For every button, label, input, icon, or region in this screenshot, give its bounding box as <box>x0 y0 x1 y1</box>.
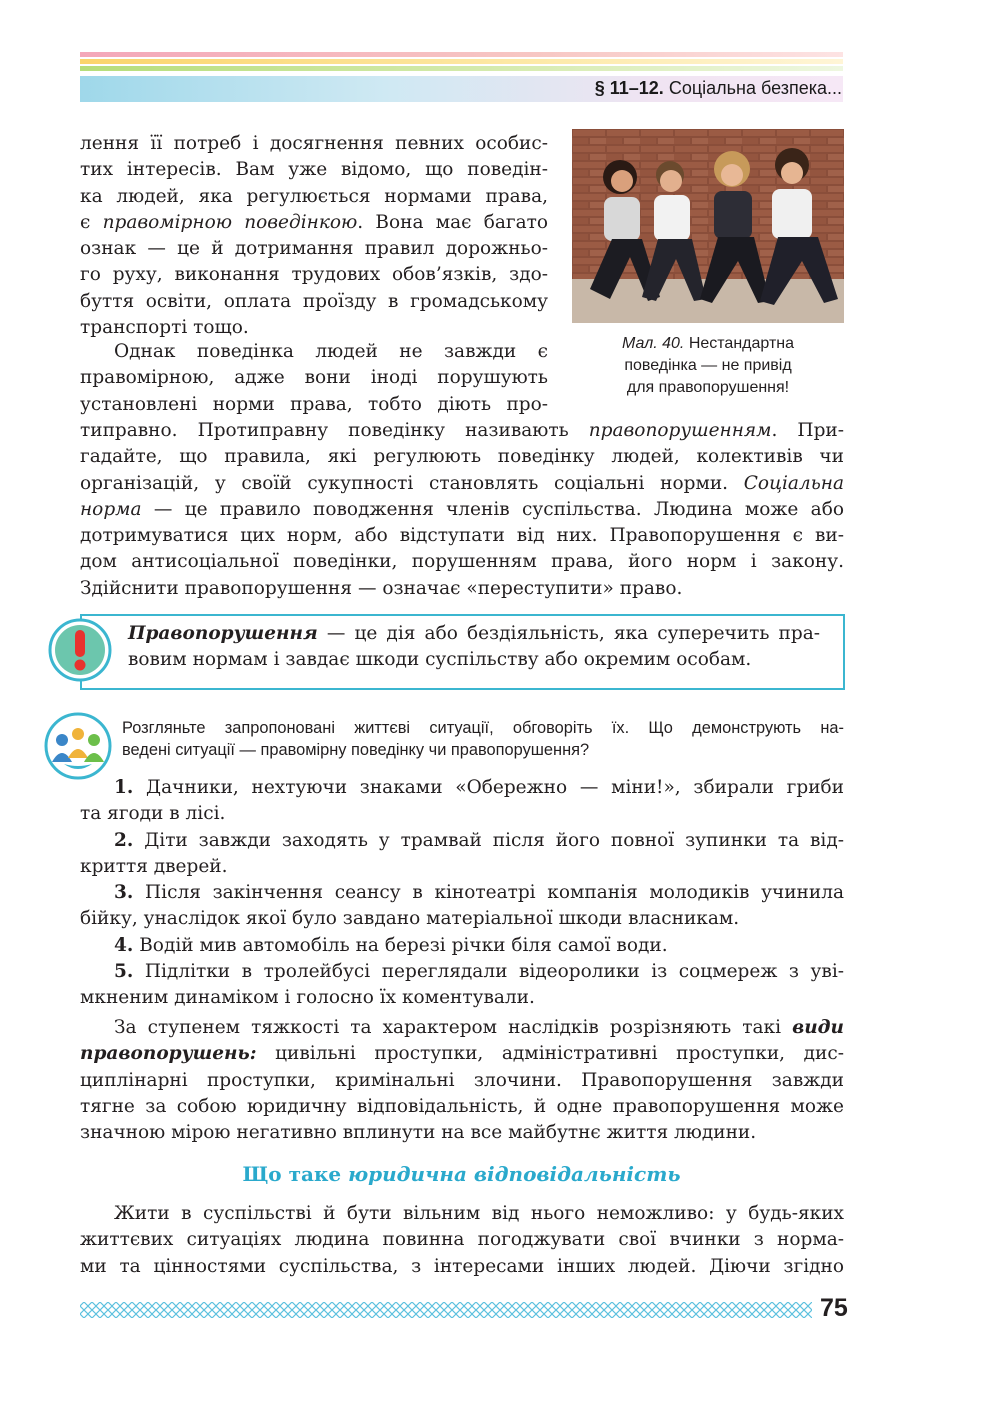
term-social-norm: Соціальна <box>743 472 844 494</box>
exclamation-icon <box>48 618 112 682</box>
text-line: правомірною, адже вони іноді порушують <box>80 367 548 389</box>
text-line: життєвих ситуаціях людина повинна погоджувати свої вчинки з норма- <box>80 1229 844 1251</box>
situation-item <box>80 933 844 959</box>
text-line: мкненим динаміком і голосно їх коментували. <box>80 987 535 1009</box>
term-social-norm: норма <box>80 498 142 520</box>
paragraph-4 <box>80 1201 844 1280</box>
text-fragment: . При- <box>771 420 844 441</box>
text-line: криття дверей. <box>80 855 228 877</box>
situations-list <box>80 775 844 1012</box>
text-line: Розгляньте запропоновані життєві ситуації, обговоріть їх. Що демонструють на- <box>122 719 844 737</box>
text-line: циплінарні проступки, кримінальні злочини. Правопорушення завжди <box>80 1069 844 1091</box>
text-fragment: . Вона має багато <box>357 211 548 233</box>
text-line <box>80 418 844 444</box>
group-discussion-icon <box>44 712 112 780</box>
text-fragment: Після закінчення сеансу в кінотеатрі компанія молодиків учинила <box>133 882 844 904</box>
text-line: значною мірою негативно вплинути на все майбутнє життя людини. <box>80 1122 757 1144</box>
term-offenses: правопорушень: <box>80 1043 257 1065</box>
situation-number: 3. <box>114 882 134 904</box>
situation-item <box>80 880 844 906</box>
paragraph-2 <box>80 418 844 602</box>
section-heading <box>80 1162 843 1186</box>
text-line: ка людей, яка регулюється нормами права, <box>80 185 548 207</box>
text-fragment: За ступенем тяжкості та характером наслідків розрізняють такі <box>114 1017 793 1038</box>
situation-number: 2. <box>114 829 134 851</box>
figure-photo <box>572 129 844 323</box>
caption-text: Нестандартна <box>684 335 794 352</box>
text-fragment: організацій, у своїй сукупності становлять соціальні норми. <box>80 472 744 494</box>
text-line: Здійснити правопорушення — означає «переступити» право. <box>80 577 683 599</box>
text-line: бійку, унаслідок якої було завдано матеріальної шкоди власникам. <box>80 908 740 930</box>
paragraph-1 <box>80 131 548 341</box>
text-line: та ягоди в лісі. <box>80 803 226 825</box>
text-line: Однак поведінка людей не завжди є <box>114 341 548 362</box>
caption-line: поведінка — не привід <box>624 357 792 374</box>
text-line: лення її потреб і досягнення певних особис- <box>80 133 548 154</box>
text-line: Жити в суспільстві й бути вільним від нього неможливо: у будь-яких <box>114 1203 844 1224</box>
running-head <box>595 78 842 99</box>
situation-item <box>80 959 844 985</box>
caption-line <box>572 333 844 355</box>
text-fragment: Дачники, нехтуючи знаками «Обережно — міни!», збирали гриби <box>133 777 844 798</box>
text-fragment: Діти завжди заходять у трамвай після його повної зупинки та від- <box>133 829 844 851</box>
section-title: Соціальна безпека... <box>663 78 842 98</box>
text-line <box>80 471 844 497</box>
term-offense: правопорушенням <box>588 420 772 441</box>
text-line: дотримуватися цих норм, або відступати від них. Правопорушення є ви- <box>80 525 844 547</box>
text-fragment: типравно. Протиправну поведінку називають <box>80 420 589 441</box>
text-line <box>80 497 844 523</box>
text-line <box>80 210 548 236</box>
text-line: ми та цінностями суспільства, з інтересами інших людей. Діючи згідно <box>80 1255 844 1277</box>
text-line: тих інтересів. Вам уже відомо, що поведін- <box>80 159 548 181</box>
text-line: буття освіти, оплата проїзду в громадському <box>80 290 548 312</box>
text-fragment: — це правило поводження членів суспільства. Людина може або <box>141 498 844 520</box>
text-line: дом антисоціальної поведінки, порушенням права, його норм і закону. <box>80 551 844 573</box>
term-lawful-behavior: правомірною поведінкою <box>102 211 358 233</box>
text-fragment: є <box>80 211 103 233</box>
heading-text: Що таке <box>242 1162 349 1186</box>
text-fragment: цивільні проступки, адміністративні проступки, дис- <box>256 1043 844 1065</box>
text-line: ведені ситуації — правомірну поведінку чи правопорушення? <box>122 741 590 759</box>
text-fragment: Підлітки в тролейбусі переглядали відеоролики із соцмереж з уві- <box>133 961 844 983</box>
paragraph-3 <box>80 1015 844 1146</box>
figure-caption <box>572 333 844 399</box>
heading-italic: юридична відповідальність <box>348 1162 681 1186</box>
definition-term: Правопорушення <box>128 623 318 644</box>
teenagers-photo-illustration <box>572 129 844 323</box>
term-types: види <box>792 1017 844 1038</box>
text-line: вовим нормам і завдає шкоди суспільству або окремим особам. <box>128 649 752 671</box>
situation-number: 5. <box>114 961 134 983</box>
page-number: 75 <box>820 1294 848 1322</box>
situation-item <box>80 828 844 854</box>
text-line: ознак — це й дотримання правил дорожньо- <box>80 238 548 260</box>
situation-item <box>80 775 844 801</box>
footer-ornament <box>80 1302 812 1318</box>
text-line <box>80 1041 844 1067</box>
definition-text <box>128 621 820 674</box>
text-line <box>128 621 820 647</box>
text-line: тягне за собою юридичну відповідальність, й одне правопорушення може <box>80 1095 844 1117</box>
situation-number: 4. <box>114 934 134 956</box>
text-line: гадайте, що правила, які регулюють поведінку людей, колективів чи <box>80 446 844 468</box>
caption-label: Мал. 40. <box>621 335 685 352</box>
text-line: установлені норми права, тобто діють про- <box>80 393 548 415</box>
caption-line: для правопорушення! <box>626 379 790 396</box>
text-fragment: Водій мив автомобіль на березі річки біля самої води. <box>133 934 668 956</box>
situation-number: 1. <box>114 777 134 798</box>
text-line <box>80 1015 844 1041</box>
task-instructions <box>122 717 844 761</box>
section-number: § 11–12. <box>594 78 664 98</box>
paragraph-2-top <box>80 339 548 418</box>
text-fragment: — це дія або бездіяльність, яка суперечить пра- <box>317 623 820 644</box>
text-line: го руху, виконання трудових обов’язків, здо- <box>80 264 548 286</box>
text-line: транспорті тощо. <box>80 317 249 339</box>
